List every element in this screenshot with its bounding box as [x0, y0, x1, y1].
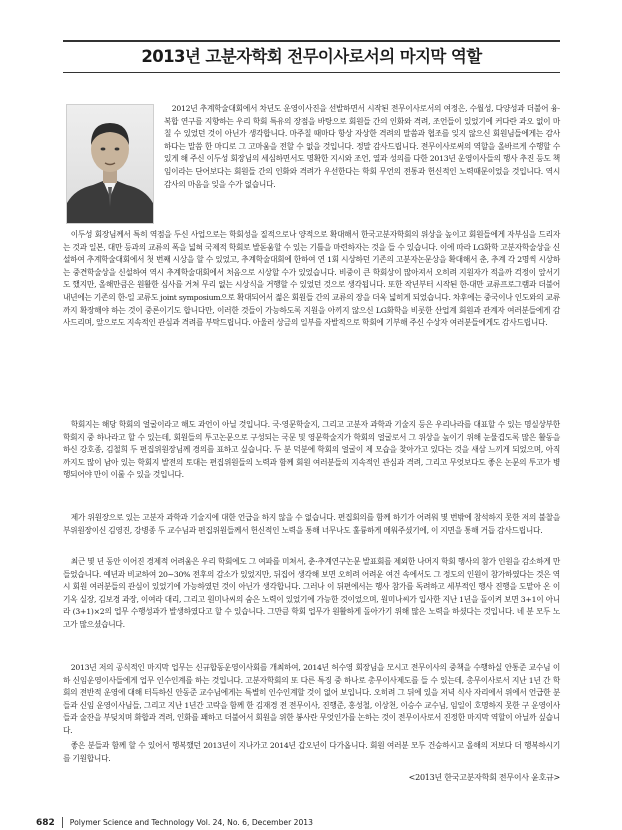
page-title: 2013년 고분자학회 전무이사로서의 마지막 역할 [141, 47, 482, 66]
title-block [63, 40, 560, 73]
paragraph-intro: 2012년 추계학술대회에서 차년도 운영이사진을 선발하면서 시작된 전무이사로서의 여정은, 수월성, 다양성과 더불어 융·복합 연구를 지향하는 우리 학회 특유의 장점을 바탕으로 회원들 간의 인화와 격려, 조언들이 있었기에 커다란 과오 없이 마칠 수 있었던 것이 아닌가 생각합니다. 마주칠 때마다 항상 자상한 격려의 말씀과 협조를 잊지 않으신 회원님들에게는 감사하다는 말씀 한 마디로 그 고마움을 전할 수 없을 것입니다. 정말 감사드립니다. 전무이사로써의 역할을 올바르게 수행할 수 있게 해 주신 이두성 회장님의 세심하면서도 명확한 지시와 조언, 열과 성의를 다한 2013년 운영이사들의 행사 추진 등도 책임이라는 단어보다는 회원들 간의 인화와 격려가 우선한다는 학회 무언의 전통과 헌신적인 노력때문이었을 것입니다. 역시 감사의 마음을 잊을 수가 없습니다. [164, 104, 560, 189]
journal-info: Polymer Science and Technology Vol. 24, No. 6, December 2013 [69, 818, 313, 827]
paragraph-7: 좋은 분들과 함께 할 수 있어서 행복했던 2013년이 지나가고 2014년 갑오년이 다가옵니다. 회원 여러분 모두 건승하시고 올해의 저보다 더 행복하시기를 기원합니다. [63, 741, 560, 763]
author-signature: <2013년 한국고분자학회 전무이사 윤호규> [408, 773, 560, 782]
footer-divider [62, 817, 63, 828]
paragraph-2: 이두성 회장님께서 특히 역점을 두신 사업으로는 학회성을 질적으로나 양적으로 확대해서 한국고분자학회의 위상을 높이고 회원들에게 자부심을 드리자는 것과 일본, 대만 등과의 교류의 폭을 넓혀 국제적 학회로 발돋움할 수 있는 기틀을 마련하자는 것을 들 수 있습니다. 이에 따라 LG화학 고분자학술상을 신설하여 추계학술대회에서 첫 번째 시상을 할 수 있었고, 추계학술대회에 한하여 연 1회 시상하던 기존의 고분자논문상을 확대해서 춘, 추계 각 2명씩 시상하는 중견학술상을 신설하여 역시 추계학술대회에서 처음으로 시상할 수가 있었습니다. 비중이 큰 학회상이 많아져서 오히려 지원자가 적을까 걱정이 앞서기도 했지만, 올해만큼은 원활한 심사를 거쳐 무리 없는 시상식을 거행할 수 있었던 것으로 생각됩니다. 또한 작년부터 시작된 한-대만 교류프로그램과 더불어 내년에는 기존의 한-일 교류도 joint symposium으로 확대되어서 젊은 회원들 간의 교류의 장을 더욱 넓히게 되었습니다. 차후에는 중국이나 인도와의 교류까지 확장해야 하는 것이 중론이기도 합니다만, 이러한 것들이 가능하도록 지원을 아끼지 않으신 LG화학을 비롯한 산업계 회원과 관계자 여러분들에게 감사드리며, 앞으로도 지속적인 관심과 격려를 부탁드립니다. 아울러 상금의 일부를 자발적으로 학회에 기부해 주신 수상자 여러분들에게도 감사드립니다. [63, 230, 560, 328]
page-footer [36, 817, 313, 828]
page-number: 682 [36, 817, 55, 828]
paragraph-3: 학회지는 해당 학회의 얼굴이라고 해도 과언이 아닐 것입니다. 국·영문학술지, 그리고 고분자 과학과 기술지 등은 우리나라를 대표할 수 있는 명실상부한 학회지 중 하나라고 할 수 있는데, 회원들의 투고논문으로 구성되는 국문 및 영문학술지가 학회의 얼굴로서 그 위상을 높이기 위해 눈물겹도록 많은 활동을 하신 강호종, 김철희 두 편집위원장님께 경의를 표하고 싶습니다. 두 분 덕분에 학회의 얼굴이 제 모습을 찾아가고 있다는 것을 새삼 느끼게 되었으며, 아직까지도 많이 남아 있는 학회지 발전의 토대는 편집위원들의 노력과 함께 회원 여러분들의 지속적인 관심과 격려, 그리고 무엇보다도 좋은 논문의 투고가 병행되어야 만이 이룰 수 있을 것입니다. [63, 420, 560, 480]
author-portrait-icon [67, 105, 153, 223]
paragraph-4: 제가 위원장으로 있는 고분자 과학과 기술지에 대한 언급을 하지 않을 수 없습니다. 편집회의를 함께 하기가 어려워 몇 번밖에 참석하지 못한 저의 불찰을 부위원장이신 김영진, 강병종 두 교수님과 편집위원들께서 헌신적인 노력을 통해 너무나도 훌륭하게 메워주셨기에, 이 지면을 통해 거듭 감사드립니다. [63, 513, 560, 535]
paragraph-5: 최근 몇 년 동안 이어진 경제적 어려움은 우리 학회에도 그 여파를 미쳐서, 춘·추계연구논문 발표회를 제외한 나머지 학회 행사의 참가 인원을 감소하게 만들었습니다. 예년과 비교하여 20∼30% 전후의 감소가 있었지만, 뒤집어 생각해 보면 오히려 어려운 여건 속에서도 그 정도의 인원이 참가하였다는 것은 역시 회원 여러분들의 관심이 있었기에 가능하였던 것이 아닌가 생각합니다. 그러나 이 뒤편에서는 행사 참가를 독려하고 세부적인 행사 진행을 도맡아 온 이기옥 실장, 김보경 과장, 이여라 대리, 그리고 원미나씨의 숨은 노력이 있었기에 가능한 것이었으며, 원미나씨가 입사한 지난 1년을 돌이켜 보면 3+1이 아니라 (3+1)×2의 업무 수행성과가 발생하였다고 할 수 있습니다. 그만큼 학회 업무가 원활하게 돌아가기 위해 많은 노력을 하셨다는 것입니다. 네 분 모두 노고가 많으셨습니다. [63, 557, 560, 629]
author-photo [66, 104, 154, 224]
title-bottom-rule [63, 72, 560, 73]
paragraph-6: 2013년 저의 공식적인 마지막 업무는 신규합동운영이사회를 개최하여, 2014년 허수영 회장님을 모시고 전무이사의 중책을 수행하실 안통준 교수님 이하 신임운영이사들에게 업무 인수인계를 하는 것입니다. 고분자학회의 또 다른 특징 중 하나로 총무이사제도를 들 수 있는데, 총무이사로서 지난 1년 간 학회의 전반적 운영에 대해 터득하신 안동준 교수님에게는 특별히 인수인계할 것이 없어 보입니다. 오히려 그 뒤에 있을 저녁 식사 자리에서 위에서 언급한 분들과 신임 운영이사님들, 그리고 지난 1년간 고락을 함께 한 김재경 전 전무이사, 진행준, 홍성철, 이상천, 이승수 교수님, 임일이 호명하지 못한 구 운영이사들과 술잔을 부딪치며 화합과 격려, 인화를 꽤하고 더불어서 회원을 위한 봉사란 무엇인가를 논하는 것이 전무이사로서 진정한 마지막 역할이 아닐까 싶습니다. [63, 663, 560, 735]
